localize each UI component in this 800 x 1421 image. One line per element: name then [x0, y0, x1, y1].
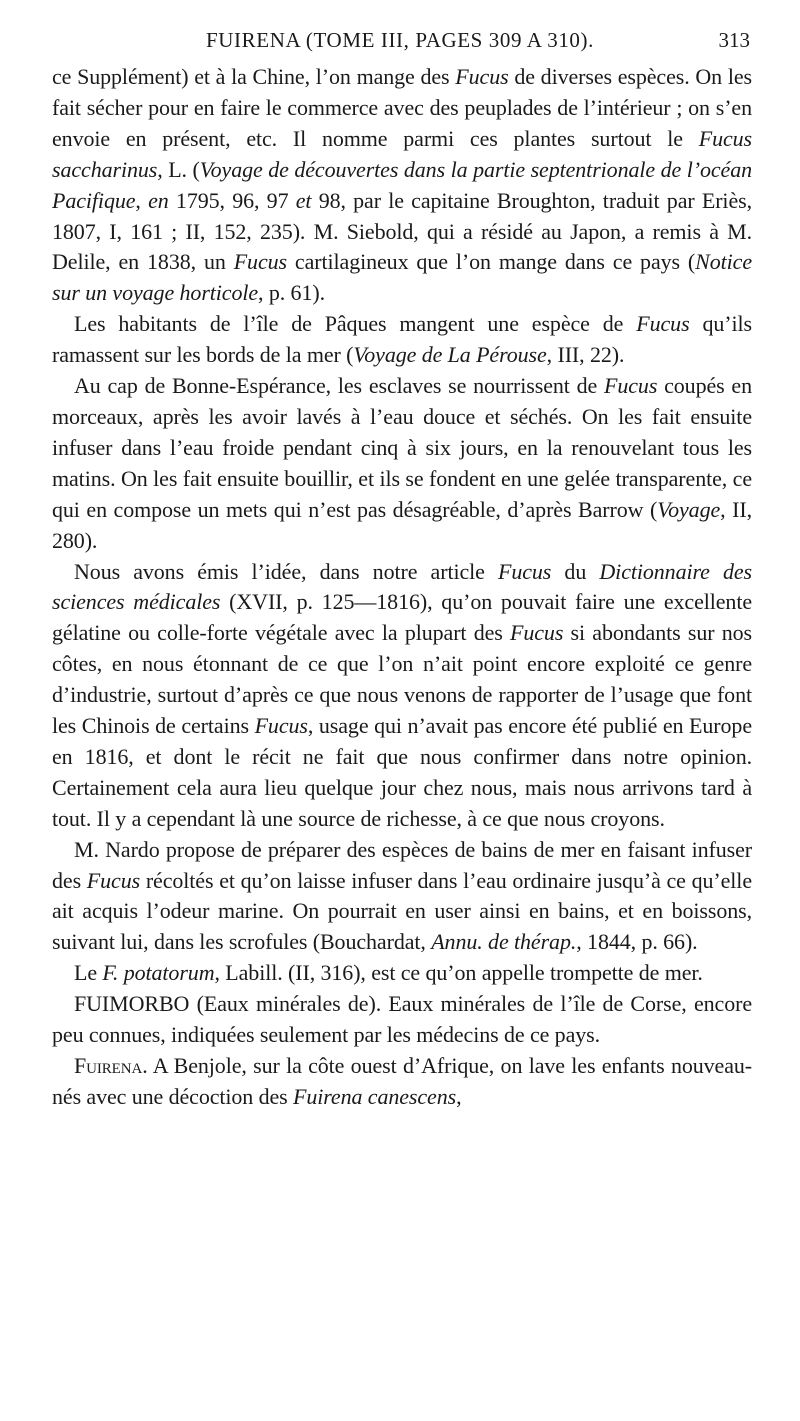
- italic-text-run: F. potatorum: [102, 960, 215, 986]
- text-run: 1795, 96, 97: [168, 187, 296, 213]
- italic-text-run: Voyage de découvertes dans la partie septentrionale de l’océan Pacifique: [52, 156, 752, 213]
- running-header: [0, 22, 800, 62]
- text-run: M. Nardo propose de préparer des espèces de bains de mer en faisant infuser des: [52, 836, 752, 893]
- italic-text-run: Fucus saccharinus: [52, 125, 752, 182]
- italic-text-run: Fucus: [254, 713, 308, 739]
- text-run: Le: [74, 960, 103, 986]
- italic-text-run: Fucus: [497, 558, 552, 584]
- paragraph: [52, 989, 752, 1051]
- italic-text-run: Notice sur un voyage horticole: [52, 249, 752, 306]
- text-run: qu’ils ramassent sur les bords de la mer (: [52, 311, 752, 368]
- text-run: , usage qui n’avait pas encore été publié en Europe en 1816, et dont le récit ne fait que nous confirmer dans notre opinion. Certainement cela aura lieu quelque jour chez nous, mais nous arrivons tard à tout. Il y a cependant là une source de richesse, à ce que nous croyons.: [52, 713, 752, 831]
- italic-text-run: et: [295, 187, 312, 213]
- paragraph: [52, 371, 752, 556]
- text-run: coupés en morceaux, après les avoir lavés à l’eau douce et séchés. On les fait ensuite infuser dans l’eau froide pendant cinq à six jours, en la renouvelant tous les matins. On les fait ensuite bouillir, et ils se fondent en une gelée transparente, ce qui en compose un mets qui n’est pas désagréable, d’après Barrow (: [52, 373, 753, 522]
- italic-text-run: Fucus: [86, 867, 141, 893]
- text-run: cartilagineux que l’on mange dans ce pays (: [286, 249, 696, 275]
- text-run: , Labill. (II, 316), est ce qu’on appelle trompette de mer.: [214, 960, 703, 986]
- paragraph: [52, 835, 752, 959]
- text-run: , III, 22).: [546, 342, 625, 368]
- text-run: FUIMORBO (Eaux minérales de). Eaux minérales de l’île de Corse, encore peu connues, indiquées seulement par les médecins de ce pays.: [52, 991, 752, 1048]
- text-run: Nous avons émis l’idée, dans notre article: [74, 558, 498, 584]
- paragraph: [52, 309, 752, 371]
- text-run: ,: [135, 187, 149, 213]
- italic-text-run: Annu. de thérap.: [431, 929, 577, 955]
- text-run: si abondants sur nos côtes, en nous étonnant de ce que l’on n’ait point encore exploité ce genre d’industrie, surtout d’après ce que nous venons de rapporter de l’usage que font les Chinois de certains: [52, 620, 752, 739]
- page-number: 313: [718, 28, 750, 52]
- text-run: , L. (: [157, 156, 200, 182]
- text-run: , p. 61).: [258, 280, 325, 306]
- italic-text-run: Fucus: [455, 64, 509, 89]
- paragraph: [52, 958, 752, 989]
- small-caps-text-run: Fuirena.: [74, 1053, 148, 1078]
- text-run: A Benjole, sur la côte ouest d’Afrique, on lave les enfants nouveau-nés avec une décoction des: [52, 1053, 752, 1109]
- text-run: ce Supplément) et à la Chine, l’on mange des: [52, 64, 456, 89]
- text-run: Au cap de Bonne-Espérance, les esclaves se nourrissent de: [74, 373, 605, 399]
- italic-text-run: Fucus: [636, 311, 690, 337]
- text-run: de diverses espèces. On les fait sécher pour en faire le commerce avec des peuplades de l’intérieur ; on s’en envoie en présent, etc. Il nomme parmi ces plantes surtout le: [52, 64, 752, 151]
- italic-text-run: Voyage de La Pérouse: [353, 342, 547, 368]
- italic-text-run: Fucus: [510, 620, 564, 646]
- text-run: 98, par le capitaine Broughton, traduit par Eriès, 1807, I, 161 ; II, 152, 235). M. Siebold, qui a résidé au Japon, a remis à M. Delile, en 1838, un: [52, 187, 752, 275]
- italic-text-run: en: [148, 187, 169, 213]
- text-run: récoltés et qu’on laisse infuser dans l’eau ordinaire jusqu’à ce qu’elle ait acquis l’odeur marine. On pourrait en user ainsi en bains, et en boissons, suivant lui, dans les scrofules (Bouchardat,: [52, 867, 752, 955]
- text-run: , II, 280).: [52, 496, 753, 553]
- text-run: du: [551, 558, 600, 584]
- italic-text-run: Fuirena canescens: [293, 1083, 457, 1109]
- paragraph: [52, 557, 752, 835]
- italic-text-run: Fucus: [233, 249, 287, 275]
- italic-text-run: Voyage: [657, 496, 721, 522]
- italic-text-run: Fucus: [604, 373, 658, 399]
- running-title: FUIRENA (TOME III, PAGES 309 A 310).: [206, 28, 594, 52]
- text-run: , 1844, p. 66).: [576, 929, 698, 955]
- italic-text-run: Dictionnaire des sciences médicales: [52, 558, 752, 615]
- paragraph: [52, 1051, 752, 1113]
- text-run: ,: [456, 1083, 462, 1109]
- text-run: (XVII, p. 125—1816), qu’on pouvait faire une excellente gélatine ou colle-forte végétale avec la plupart des: [52, 589, 752, 646]
- text-run: Les habitants de l’île de Pâques mangent une espèce de: [74, 311, 637, 337]
- paragraph: [52, 62, 752, 309]
- body-text: [52, 62, 752, 1113]
